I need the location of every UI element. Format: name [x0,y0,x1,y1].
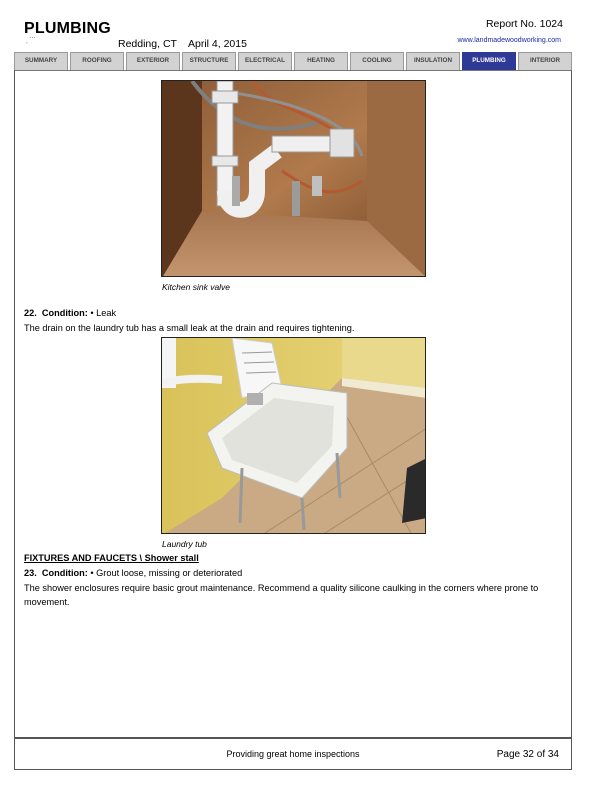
tab-electrical[interactable]: ELECTRICAL [238,52,292,70]
condition-label: Condition: [41,568,88,578]
condition-value: • Leak [90,308,117,318]
section-heading: FIXTURES AND FAUCETS \ Shower stall [24,553,199,563]
tab-structure[interactable]: STRUCTURE [182,52,236,70]
tab-interior[interactable]: INTERIOR [518,52,572,70]
page-footer [14,738,572,770]
property-city: Redding, CT [118,38,177,50]
tab-plumbing[interactable]: PLUMBING [462,52,516,70]
tab-insulation[interactable]: INSULATION [406,52,460,70]
tab-roofing[interactable]: ROOFING [70,52,124,70]
report-header [0,0,597,52]
item-description: The drain on the laundry tub has a small leak at the drain and requires tightening. [24,323,355,333]
inspection-date: April 4, 2015 [188,38,247,50]
kitchen-sink-photo [161,80,426,277]
condition-label: Condition: [41,308,88,318]
condition-value: • Grout loose, missing or deteriorated [90,568,243,578]
website-link[interactable]: www.landmadewoodworking.com [457,37,561,44]
item-number: 23. [24,568,37,578]
tab-exterior[interactable]: EXTERIOR [126,52,180,70]
footer-tagline: Providing great home inspections [226,749,360,759]
section-tabs [14,52,572,70]
condition-line [24,568,242,578]
laundry-tub-photo [161,337,426,534]
tab-heating[interactable]: HEATING [294,52,348,70]
page-title: PLUMBING [24,20,111,37]
photo-caption: Laundry tub [162,539,207,549]
item-description: The shower enclosures require basic grout maintenance. Recommend a quality silicone caulking in the corners where prone to movement. [24,583,539,607]
tab-summary[interactable]: SUMMARY [14,52,68,70]
tab-cooling[interactable]: COOLING [350,52,404,70]
address-mark: ¸ ´´´ [26,38,36,44]
photo-caption: Kitchen sink valve [162,282,231,292]
page-number: Page 32 of 34 [496,749,559,760]
item-number: 22. [24,308,37,318]
condition-line [24,308,116,318]
report-number: Report No. 1024 [485,18,563,30]
